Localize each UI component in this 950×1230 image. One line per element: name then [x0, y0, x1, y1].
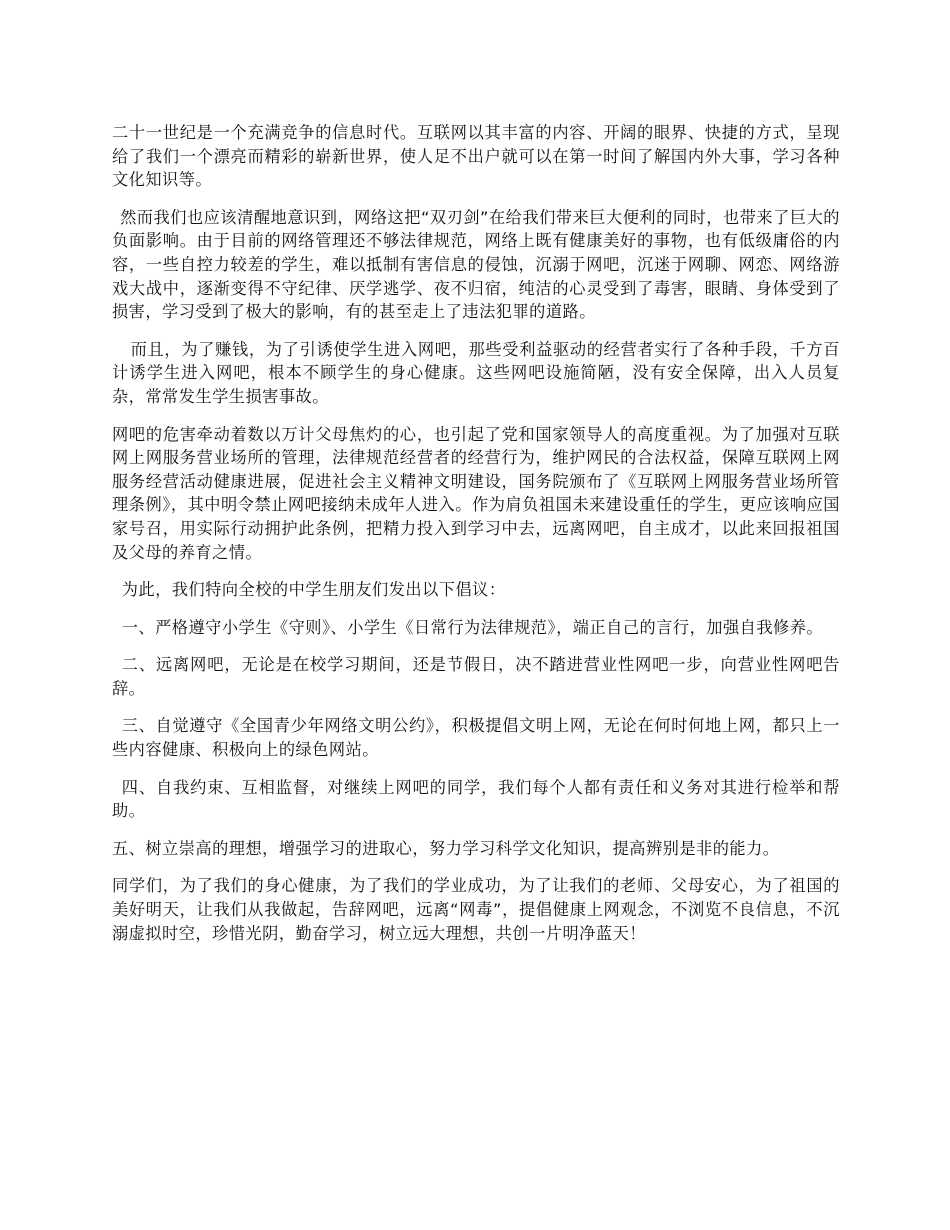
paragraph-proposal-intro: 为此，我们特向全校的中学生朋友们发出以下倡议： [121, 580, 506, 600]
paragraph-conclusion: 同学们，为了我们的身心健康，为了我们的学业成功，为了让我们的老师、父母安心，为了祖国的美好明天，让我们从我做起，告辞网吧，远离“网毒”，提倡健康上网观念，不浏览不良信息，不沉溺虚拟时空，珍惜光阴，勤奋学习，树立远大理想，共创一片明净蓝天！ [112, 876, 840, 943]
proposal-item-5: 五、树立崇高的理想，增强学习的进取心，努力学习科学文化知识，提高辨别是非的能力。 [112, 838, 780, 858]
paragraph-intro: 二十一世纪是一个充满竞争的信息时代。互联网以其丰富的内容、开阔的眼界、快捷的方式，呈现给了我们一个漂亮而精彩的崭新世界，使人足不出户就可以在第一时间了解国内外大事，学习各种文化知识等。 [112, 123, 840, 190]
proposal-item-2: 二、远离网吧，无论是在校学习期间，还是节假日，决不踏进营业性网吧一步，向营业性网吧告辞。 [112, 655, 840, 698]
proposal-item-3: 三、自觉遵守《全国青少年网络文明公约》，积极提倡文明上网，无论在何时何地上网，都只上一些内容健康、积极向上的绿色网站。 [112, 716, 840, 760]
paragraph-profit-driven: 而且，为了赚钱，为了引诱使学生进入网吧，那些受利益驱动的经营者实行了各种手段，千方百计诱学生进入网吧，根本不顾学生的身心健康。这些网吧设施简陋，没有安全保障，出入人员复杂，常常发生学生损害事故。 [112, 339, 840, 406]
proposal-item-4: 四、自我约束、互相监督，对继续上网吧的同学，我们每个人都有责任和义务对其进行检举和帮助。 [112, 777, 840, 821]
proposal-item-1: 一、严格遵守小学生《守则》、小学生《日常行为法律规范》，端正自己的言行，加强自我修养。 [121, 617, 824, 637]
paragraph-double-edged-sword: 然而我们也应该清醒地意识到，网络这把“双刃剑”在给我们带来巨大便利的同时，也带来了巨大的负面影响。由于目前的网络管理还不够法律规范，网络上既有健康美好的事物，也有低级庸俗的内容，一些自控力较差的学生，难以抵制有害信息的侵蚀，沉溺于网吧，沉迷于网聊、网恋、网络游戏大战中，逐渐变得不守纪律、厌学逃学、夜不归宿，纯洁的心灵受到了毒害，眼睛、身体受到了损害，学习受到了极大的影响，有的甚至走上了违法犯罪的道路。 [112, 207, 840, 322]
paragraph-regulation: 网吧的危害牵动着数以万计父母焦灼的心，也引起了党和国家领导人的高度重视。为了加强对互联网上网服务营业场所的管理，法律规范经营者的经营行为，维护网民的合法权益，保障互联网上网服务经营活动健康进展，促进社会主义精神文明建设，国务院颁布了《互联网上网服务营业场所管理条例》，其中明令禁止网吧接纳未成年人进入。作为肩负祖国未来建设重任的学生，更应该响应国家号召，用实际行动拥护此条例，把精力投入到学习中去，远离网吧，自主成才，以此来回报祖国及父母的养育之情。 [112, 424, 840, 562]
document-body [112, 121, 840, 959]
